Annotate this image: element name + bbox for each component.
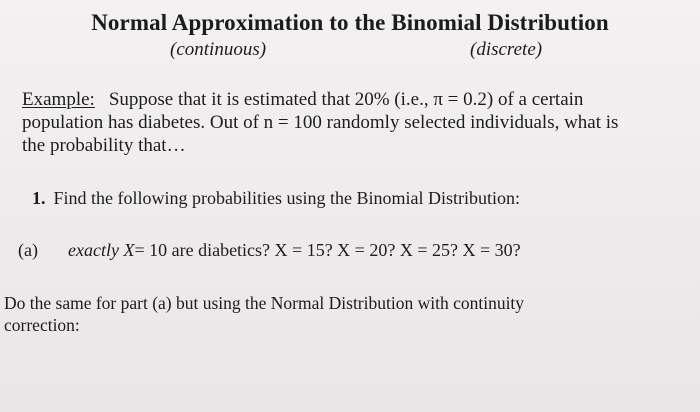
subtitle-continuous: (continuous) [170,39,267,60]
example-paragraph [22,88,697,157]
example-line-3: the probability that… [22,135,186,156]
example-label: Example: [22,89,95,110]
footer-line-2: correction: [4,315,80,335]
example-line-2: population has diabetes. Out of n = 100 randomly selected individuals, what is [22,112,619,133]
example-line-1: Suppose that it is estimated that 20% (i.e., π = 0.2) of a certain [108,89,584,110]
part-a-label: (a) [18,240,38,260]
footer-instruction [4,292,604,336]
subtitle-discrete: (discrete) [470,39,543,60]
part-a-italic-text: exactly X [67,240,135,260]
part-a-text: = 10 are diabetics? X = 15? X = 20? X = 25? X = 30? [134,240,521,260]
question-1-text: Find the following probabilities using the Binomial Distribution: [53,188,520,208]
question-1 [32,188,520,209]
page-title: Normal Approximation to the Binomial Distribution [91,10,609,35]
footer-line-1: Do the same for part (a) but using the Normal Distribution with continuity [4,293,525,313]
question-part-a [18,240,521,261]
question-1-number: 1. [32,188,46,208]
